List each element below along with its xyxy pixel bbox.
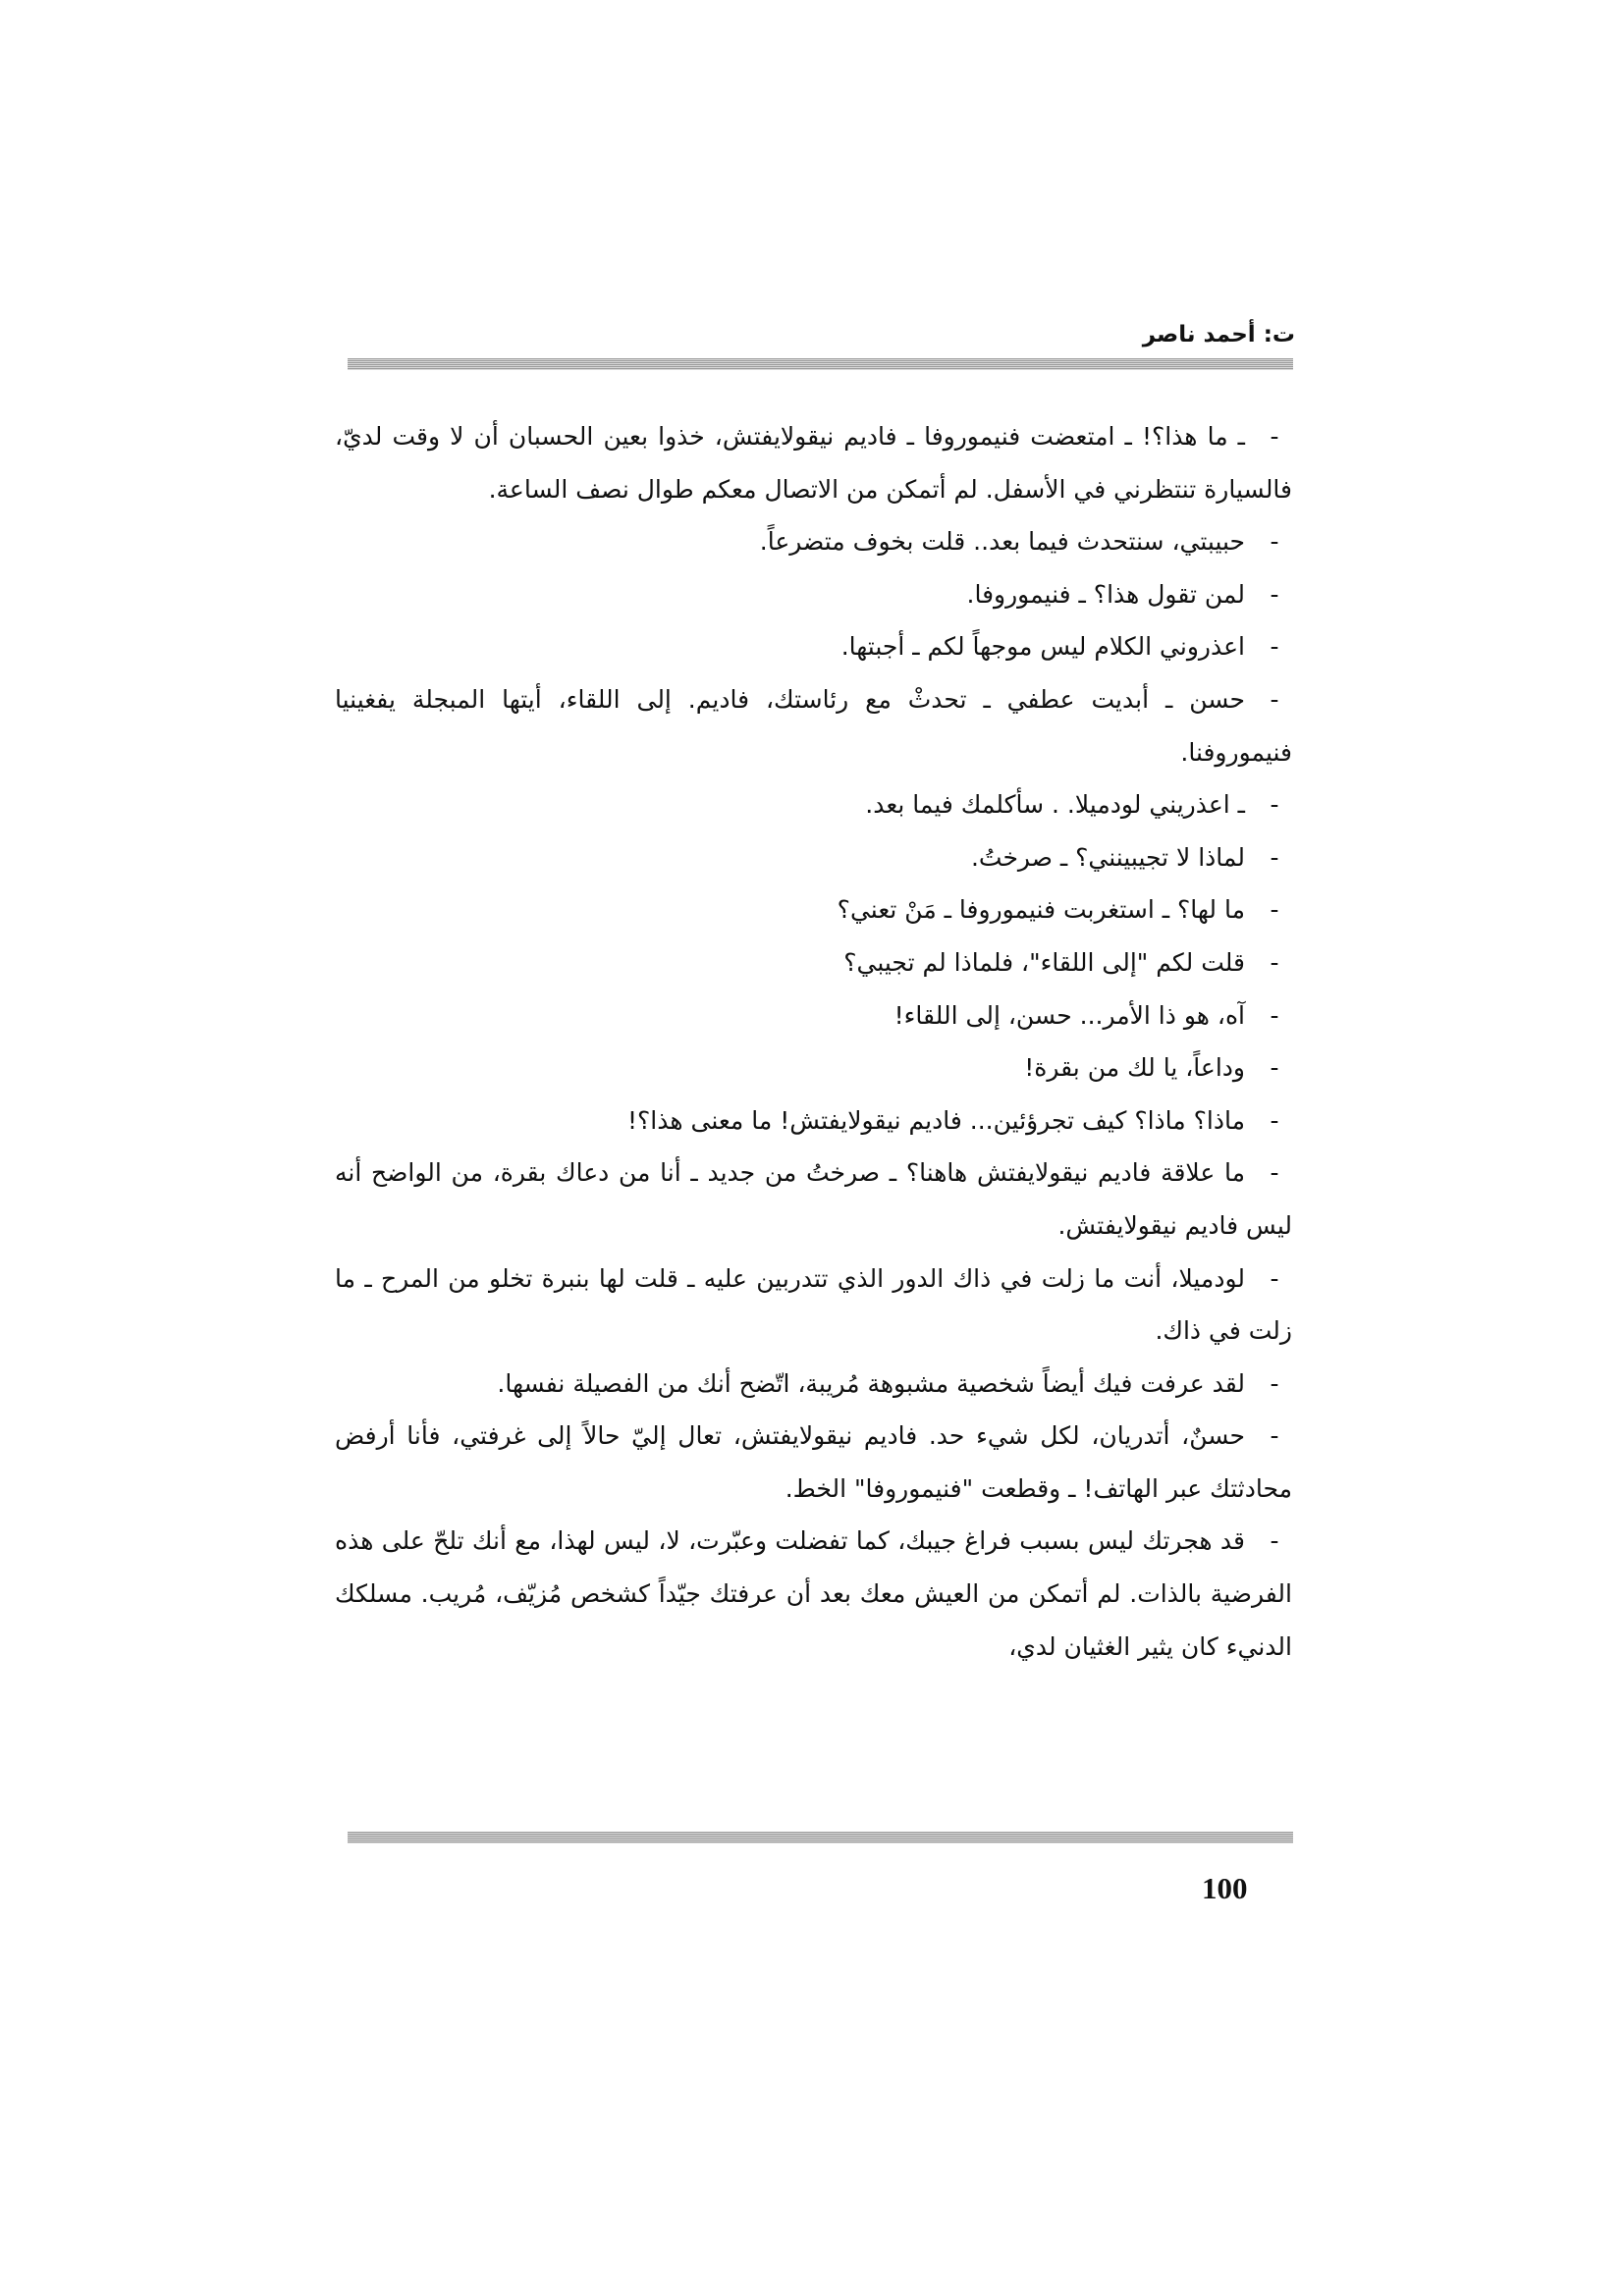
dialogue-dash: - <box>1270 527 1279 557</box>
dialogue-paragraph <box>335 410 1292 515</box>
dialogue-dash: - <box>1270 1263 1279 1293</box>
paragraph-text: قد هجرتك ليس بسبب فراغ جيبك، كما تفضلت وعبّرت، لا، ليس لهذا، مع أنك تلحّ على هذه الفرضية بالذات. لم أتمكن من العيش معك بعد أن عرفتك جيّداً كشخص مُزيّف، مُريب. مسلكك الدنيء كان يثير الغثيان لدي، <box>335 1526 1292 1661</box>
dialogue-paragraph <box>335 1358 1292 1411</box>
paragraph-text: آه، هو ذا الأمر... حسن، إلى اللقاء! <box>893 1000 1245 1030</box>
paragraph-text: لمن تقول هذا؟ ـ فنيموروفا. <box>966 579 1245 609</box>
paragraph-text: اعذروني الكلام ليس موجهاً لكم ـ أجبتها. <box>840 632 1245 662</box>
dialogue-dash: - <box>1270 790 1279 820</box>
paragraph-text: حسنٌ، أتدريان، لكل شيء حد. فاديم نيقولايفتش، تعال إليّ حالاً إلى غرفتي، فأنا أرفض محادثتك عبر الهاتف! ـ وقطعت "فنيموروفا" الخط. <box>335 1421 1292 1503</box>
dialogue-paragraph <box>335 1095 1292 1148</box>
running-head: ت: أحمد ناصر <box>1142 322 1295 347</box>
dialogue-dash: - <box>1270 632 1279 662</box>
dialogue-dash: - <box>1270 1526 1279 1556</box>
dialogue-dash: - <box>1270 947 1279 977</box>
dialogue-paragraph <box>335 778 1292 831</box>
dialogue-paragraph <box>335 1515 1292 1673</box>
page-number: 100 <box>1202 1871 1248 1905</box>
dialogue-paragraph <box>335 989 1292 1042</box>
paragraph-text: حبيبتي، سنتحدث فيما بعد.. قلت بخوف متضرعاً. <box>759 527 1245 557</box>
dialogue-paragraph <box>335 1041 1292 1095</box>
dialogue-paragraph <box>335 883 1292 936</box>
body-text <box>335 410 1292 1673</box>
paragraph-text: ـ اعذريني لودميلا. . سأكلمك فيما بعد. <box>865 790 1245 820</box>
dialogue-paragraph <box>335 831 1292 884</box>
dialogue-paragraph <box>335 515 1292 568</box>
paragraph-text: لقد عرفت فيك أيضاً شخصية مشبوهة مُريبة، اتّضح أنك من الفصيلة نفسها. <box>497 1368 1245 1398</box>
dialogue-paragraph <box>335 673 1292 778</box>
paragraph-text: ما لها؟ ـ استغربت فنيموروفا ـ مَنْ تعني؟ <box>837 895 1245 925</box>
paragraph-text: حسن ـ أبديت عطفي ـ تحدثْ مع رئاستك، فاديم. إلى اللقاء، أيتها المبجلة يفغينيا فنيموروفنا. <box>335 684 1292 767</box>
dialogue-dash: - <box>1270 579 1279 609</box>
dialogue-dash: - <box>1270 1421 1279 1451</box>
paragraph-text: لودميلا، أنت ما زلت في ذاك الدور الذي تتدربين عليه ـ قلت لها بنبرة تخلو من المرح ـ ما زلت في ذاك. <box>335 1263 1292 1346</box>
paragraph-text: قلت لكم "إلى اللقاء"، فلماذا لم تجيبي؟ <box>843 947 1245 977</box>
dialogue-dash: - <box>1270 1053 1279 1083</box>
footer-rule <box>348 1832 1293 1843</box>
dialogue-dash: - <box>1270 684 1279 714</box>
dialogue-paragraph <box>335 620 1292 673</box>
header-rule <box>348 358 1293 370</box>
dialogue-dash: - <box>1270 422 1279 451</box>
dialogue-paragraph <box>335 1410 1292 1515</box>
paragraph-text: ما علاقة فاديم نيقولايفتش هاهنا؟ ـ صرختُ من جديد ـ أنا من دعاك بقرة، من الواضح أنه ليس فاديم نيقولايفتش. <box>335 1158 1292 1240</box>
dialogue-paragraph <box>335 1253 1292 1358</box>
paragraph-text: ـ ما هذا؟! ـ امتعضت فنيموروفا ـ فاديم نيقولايفتش، خذوا بعين الحسبان أن لا وقت لديّ، فالسيارة تنتظرني في الأسفل. لم أتمكن من الاتصال معكم طوال نصف الساعة. <box>335 422 1292 504</box>
dialogue-paragraph <box>335 568 1292 621</box>
paragraph-text: ماذا؟ ماذا؟ كيف تجرؤئين... فاديم نيقولايفتش! ما معنى هذا؟! <box>627 1105 1245 1135</box>
dialogue-dash: - <box>1270 1368 1279 1398</box>
dialogue-paragraph <box>335 936 1292 989</box>
paragraph-text: لماذا لا تجيبينني؟ ـ صرختُ. <box>970 842 1245 872</box>
dialogue-dash: - <box>1270 1000 1279 1030</box>
dialogue-dash: - <box>1270 1105 1279 1135</box>
dialogue-paragraph <box>335 1147 1292 1252</box>
dialogue-dash: - <box>1270 895 1279 925</box>
dialogue-dash: - <box>1270 842 1279 872</box>
dialogue-dash: - <box>1270 1158 1279 1188</box>
paragraph-text: وداعاً، يا لك من بقرة! <box>1024 1053 1245 1083</box>
